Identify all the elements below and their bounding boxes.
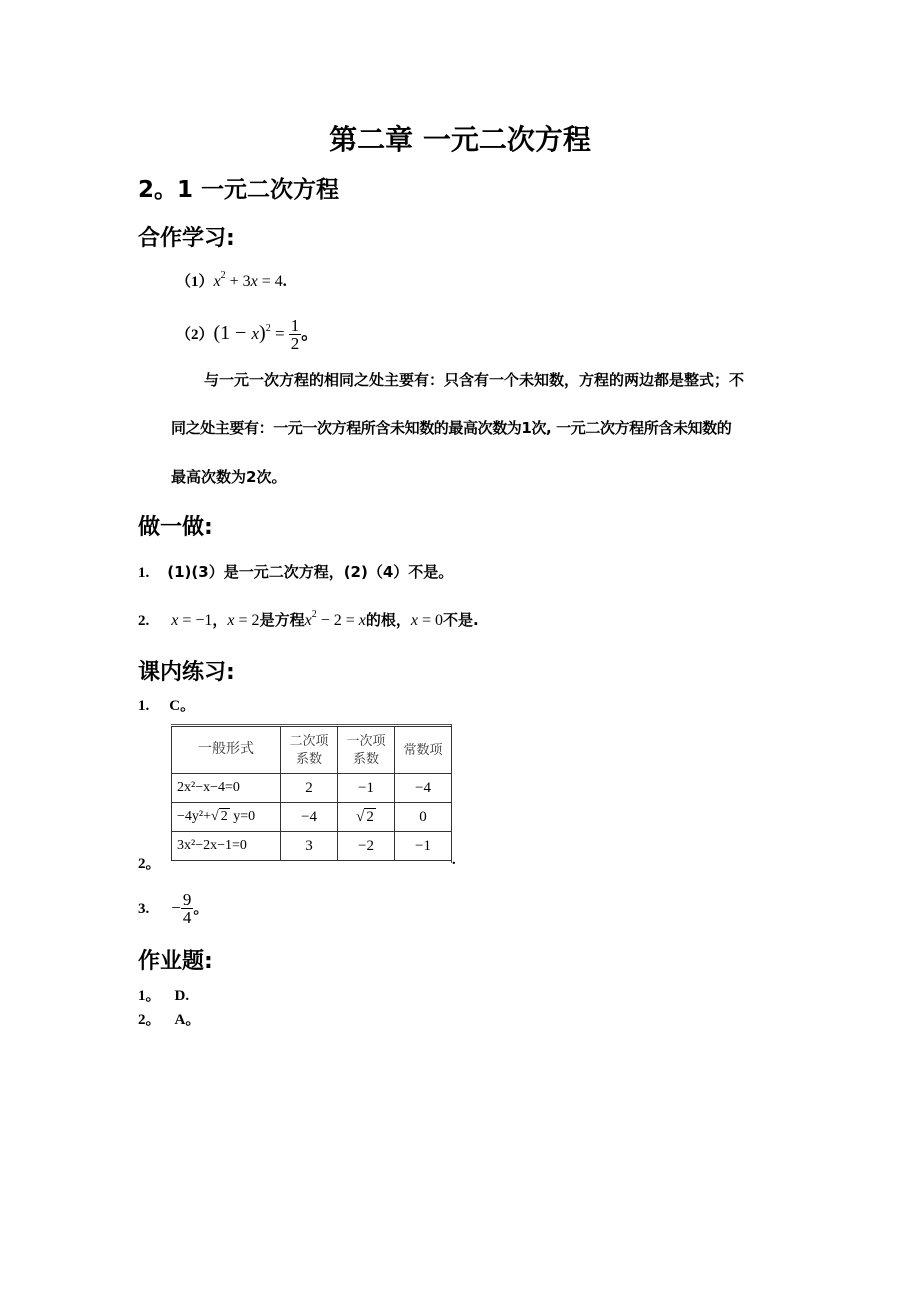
header-linear-coef: 一次项 系数 — [338, 727, 395, 774]
cell-form: −4y²+√ 2 y=0 — [172, 803, 281, 832]
cell-a: 3 — [281, 832, 338, 861]
cell-form: 2x²−x−4=0 — [172, 774, 281, 803]
header-quadratic-coef: 二次项 系数 — [281, 727, 338, 774]
table-row — [172, 803, 452, 832]
equation-2-label: （2） — [176, 327, 214, 343]
practice-heading: 课内练习: — [138, 660, 235, 685]
cell-c: −4 — [395, 774, 452, 803]
header-constant: 常数项 — [395, 727, 452, 774]
table-row — [172, 774, 452, 803]
cell-a: 2 — [281, 774, 338, 803]
equation-1: $(1)x^2 + 3x = 4$. — [176, 270, 287, 290]
equation-2: $(2)(1 - x)^2$ = $\frac{1}{2}$ 。 — [176, 315, 319, 353]
coop-heading: 合作学习: — [138, 226, 235, 251]
para-line-3: 最高次数为2次。 — [171, 468, 287, 486]
equation-1-label: （1） — [176, 274, 214, 290]
table-row — [172, 832, 452, 861]
homework-item-1: 1。 D. — [138, 988, 190, 1004]
doit-item-2: 2. x = −1，x = 2是方程$x^2 - 2 = x$的根，x = 0不是. — [138, 609, 479, 629]
practice-item-2-trail: . — [452, 852, 456, 868]
chapter-title: 第二章 一元二次方程 — [329, 123, 591, 156]
cell-a: −4 — [281, 803, 338, 832]
header-general-form: 一般形式 — [172, 727, 281, 774]
table-header-row — [172, 727, 452, 774]
doit-item-1: 1. (1)(3）是一元二次方程，(2)（4）不是。 — [138, 563, 454, 581]
homework-item-2: 2。 A。 — [138, 1012, 201, 1028]
cell-form: 3x²−2x−1=0 — [172, 832, 281, 861]
sqrt-symbol: √ 2 — [211, 809, 228, 824]
sqrt-symbol: √ 2 — [356, 808, 374, 825]
cell-b: −1 — [338, 774, 395, 803]
practice-item-3: 3. − $\frac{9}{4}$ 。 — [138, 890, 209, 927]
doit-heading: 做一做: — [138, 515, 213, 540]
fraction-nine-quarters: $\frac{9}{4}$ — [182, 890, 192, 927]
cell-c: −1 — [395, 832, 452, 861]
homework-heading: 作业题: — [138, 949, 213, 974]
coefficient-table — [171, 726, 452, 861]
fraction-one-half: $\frac{1}{2}$ — [290, 315, 300, 353]
practice-item-1: 1. C。 — [138, 698, 196, 714]
practice-item-2-num: 2。 — [138, 856, 161, 872]
para-line-1: 与一元一次方程的相同之处主要有：只含有一个未知数，方程的两边都是整式；不 — [204, 371, 745, 389]
para-line-2: 同之处主要有：一元一次方程所含未知数的最高次数为1次, 一元二次方程所含未知数的 — [171, 419, 732, 437]
cell-b — [338, 803, 395, 832]
section-title: 2。1 一元二次方程 — [138, 177, 340, 203]
cell-b: −2 — [338, 832, 395, 861]
cell-c: 0 — [395, 803, 452, 832]
